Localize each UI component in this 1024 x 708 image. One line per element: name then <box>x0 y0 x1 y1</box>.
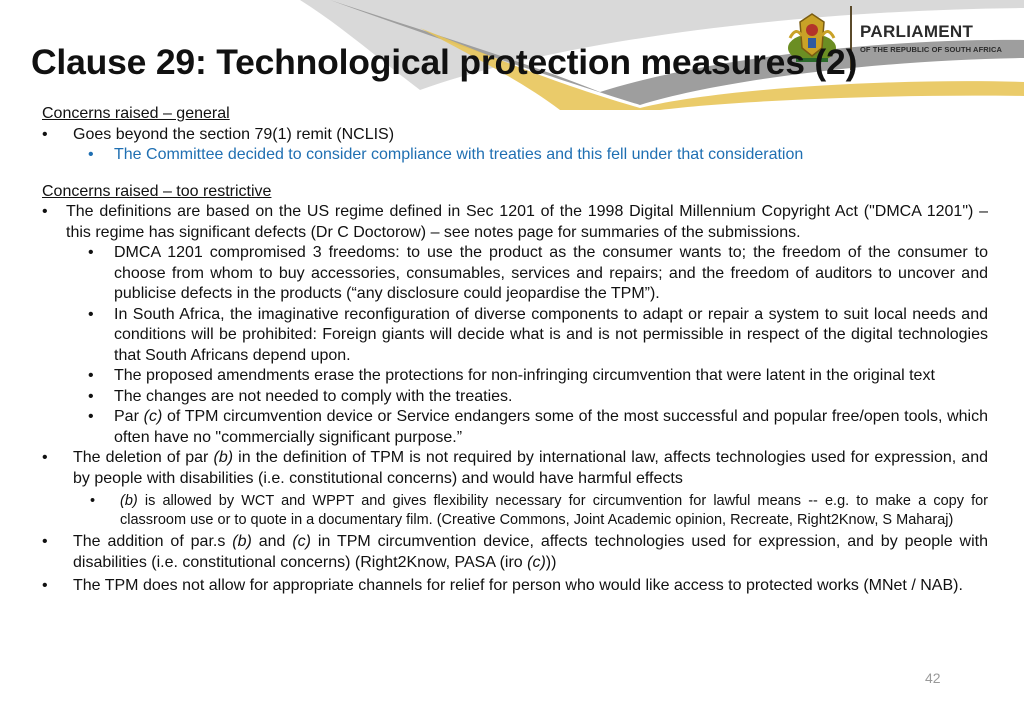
bullet-icon: • <box>88 367 94 384</box>
list-item: • The deletion of par (b) in the definition of TPM is not required by international law, affects technologies used for expression, and by people with disabilities (i.e. constitutional concerns) and would have harmful effects <box>42 449 988 487</box>
list-item: • The TPM does not allow for appropriate channels for relief for person who would like access to protected works (MNet / NAB). <box>42 576 988 597</box>
list-item: • The changes are not needed to comply with the treaties. <box>42 387 988 408</box>
list-item: • The definitions are based on the US regime defined in Sec 1201 of the 1998 Digital Millennium Copyright Act ("DMCA 1201") – this regime has significant defects (Dr C Doctorow) – see notes page for summaries of the submissions. <box>42 203 988 241</box>
list-item: • Goes beyond the section 79(1) remit (NCLIS) <box>42 125 988 146</box>
bullet-icon: • <box>88 305 94 323</box>
list-item: • Par (c) of TPM circumvention device or Service endangers some of the most successful and popular free/open tools, which often have no "commercially significant purpose.” <box>88 408 989 446</box>
list-item: • DMCA 1201 compromised 3 freedoms: to use the product as the consumer wants to; the freedom of the consumer to choose from whom to buy accessories, consumables, services and repairs; and the freedom of auditors to uncover and publicise defects in the products (“any disclosure could jeopardise the TPM”). <box>88 244 988 302</box>
bullet-icon: • <box>42 533 48 550</box>
bullet-icon: • <box>42 203 48 220</box>
org-subtitle: OF THE REPUBLIC OF SOUTH AFRICA <box>860 45 1002 54</box>
bullet-icon: • <box>88 408 94 425</box>
bullet-icon: • <box>42 449 48 466</box>
slide-title: Clause 29: Technological protection measures (2) <box>31 42 858 82</box>
page-number: 42 <box>925 670 941 686</box>
bullet-icon: • <box>88 387 94 405</box>
org-name: PARLIAMENT <box>860 22 974 41</box>
slide-body <box>42 104 988 597</box>
list-item: • The addition of par.s (b) and (c) in TPM circumvention device, affects technologies used for expression, and by people with disabilities (i.e. constitutional concerns) (Right2Know, PASA (iro (c))) <box>42 533 989 571</box>
bullet-icon: • <box>42 125 48 143</box>
bullet-icon: • <box>88 146 94 163</box>
list-item: • The proposed amendments erase the protections for non-infringing circumvention that were latent in the original text <box>42 366 988 387</box>
bullet-icon: • <box>42 577 48 594</box>
general-heading: Concerns raised – general <box>42 105 230 122</box>
list-item: • (b) is allowed by WCT and WPPT and gives flexibility necessary for circumvention for lawful means -- e.g. to make a copy for classroom use or to quote in a documentary film. (Creative Commons, Joint Academic opinion, Recreate, Right2Know, S Maharaj) <box>90 493 988 528</box>
bullet-icon: • <box>90 493 96 509</box>
restrictive-heading: Concerns raised – too restrictive <box>42 182 272 200</box>
list-item: • In South Africa, the imaginative reconfiguration of diverse components to adapt or repair a system to suit local needs and conditions will be prohibited: Foreign giants will decide what is and is not permissible in respect of the digital technologies that South Africans depend upon. <box>88 305 988 364</box>
bullet-icon: • <box>88 244 94 261</box>
list-item: • The Committee decided to consider compliance with treaties and this fell under that consideration <box>42 145 988 166</box>
